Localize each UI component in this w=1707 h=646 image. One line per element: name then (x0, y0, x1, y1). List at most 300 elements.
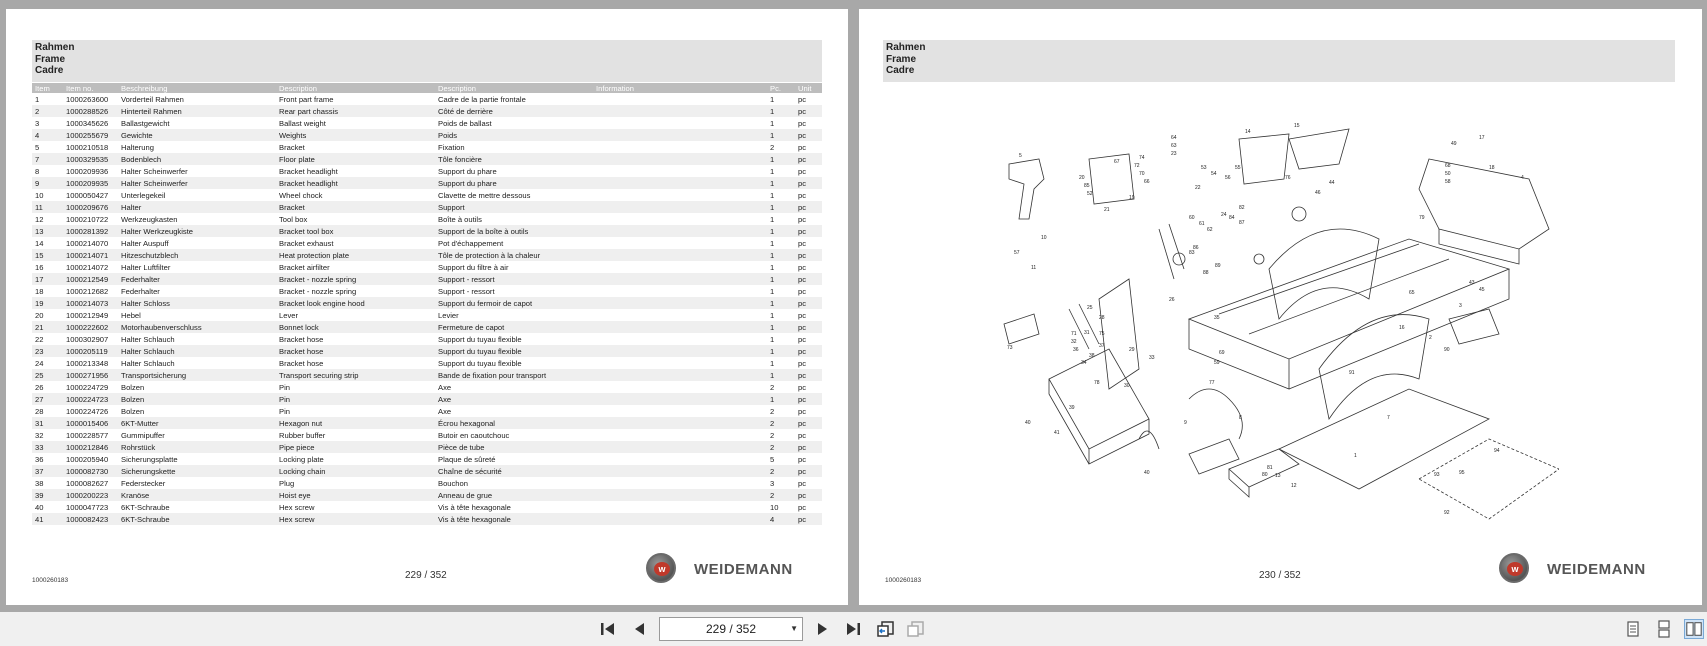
cell-description-en: Bonnet lock (276, 321, 435, 333)
col-header-item-no: Item no. (63, 83, 118, 93)
table-row (32, 357, 822, 369)
cell-item: 17 (32, 273, 63, 285)
svg-text:93: 93 (1434, 472, 1440, 478)
cell-item: 41 (32, 513, 63, 525)
cell-item-no: 1000082627 (66, 478, 109, 488)
cell-item: 24 (35, 358, 44, 368)
cell-information (593, 501, 767, 513)
svg-text:56: 56 (1225, 175, 1231, 181)
cell-beschreibung: Halter Luftfilter (121, 262, 171, 272)
forward-view-icon[interactable] (906, 619, 926, 639)
svg-text:28: 28 (1099, 315, 1105, 321)
cell-description-en: Rubber buffer (279, 430, 326, 440)
cell-beschreibung: Transportsicherung (118, 369, 276, 381)
cell-information (593, 441, 767, 453)
cell-description-fr: Axe (438, 406, 452, 416)
cell-item-no: 1000263600 (66, 94, 109, 104)
cell-item: 12 (35, 214, 44, 224)
svg-text:17: 17 (1479, 135, 1485, 141)
title-fr: Cadre (35, 65, 64, 76)
cell-pc: 4 (767, 513, 795, 525)
cell-item: 3 (35, 118, 40, 128)
cell-unit: pc (798, 94, 807, 104)
first-page-icon[interactable] (598, 619, 618, 639)
cell-unit: pc (795, 441, 822, 453)
title-en: Frame (35, 53, 66, 65)
document-page-left (6, 9, 848, 605)
svg-text:77: 77 (1209, 380, 1215, 386)
cell-pc: 1 (770, 118, 775, 128)
cell-item: 32 (35, 430, 44, 440)
cell-beschreibung: Halter Werkzeugkiste (118, 225, 276, 237)
cell-description-en: Plug (279, 478, 295, 488)
cell-description-fr: Pot d'échappement (438, 238, 504, 248)
cell-description-fr: Support du tuyau flexible (438, 334, 522, 344)
cell-information (593, 357, 767, 369)
cell-item-no: 1000050427 (66, 190, 109, 200)
svg-text:18: 18 (1489, 165, 1495, 171)
cell-item-no: 1000212846 (63, 441, 118, 453)
cell-description-fr: Axe (438, 382, 452, 392)
col-header-pc: Pc. (767, 83, 795, 93)
svg-text:73: 73 (1007, 345, 1013, 351)
cell-information (593, 345, 767, 357)
cell-description-fr: Vis à tête hexagonale (435, 513, 593, 525)
svg-text:19: 19 (1129, 195, 1135, 201)
cell-pc: 2 (767, 441, 795, 453)
cell-item: 21 (32, 321, 63, 333)
cell-description-en: Heat protection plate (276, 249, 435, 261)
cell-description-fr: Boîte à outils (438, 214, 482, 224)
svg-text:44: 44 (1329, 180, 1335, 186)
cell-description-fr: Clavette de mettre dessous (438, 190, 531, 200)
svg-text:45: 45 (1479, 287, 1485, 293)
title-de: Rahmen (35, 42, 75, 53)
table-row (32, 93, 822, 105)
cell-description-en: Bracket airfilter (279, 262, 330, 272)
table-row (32, 117, 822, 129)
svg-text:50: 50 (1445, 171, 1451, 177)
cell-unit: pc (798, 166, 807, 176)
table-row (32, 105, 822, 117)
cell-item-no: 1000205940 (66, 454, 109, 464)
cell-beschreibung: Halter Scheinwerfer (118, 177, 276, 189)
cell-unit: pc (795, 465, 822, 477)
cell-pc: 1 (767, 129, 795, 141)
cell-pc: 2 (770, 406, 775, 416)
table-row (32, 225, 822, 237)
cell-item: 13 (32, 225, 63, 237)
cell-beschreibung: Halter Schlauch (121, 358, 175, 368)
cell-item-no: 1000214072 (66, 262, 109, 272)
cell-beschreibung: Halter Auspuff (121, 238, 169, 248)
cell-item-no: 1000212549 (63, 273, 118, 285)
svg-text:7: 7 (1387, 415, 1390, 421)
cell-beschreibung: Hebel (121, 310, 141, 320)
table-row (32, 177, 822, 189)
svg-text:84: 84 (1229, 215, 1235, 221)
cell-information (593, 189, 767, 201)
col-header-description-en: Description (276, 83, 435, 93)
cell-unit: pc (798, 214, 807, 224)
svg-text:66: 66 (1144, 179, 1150, 185)
table-row (32, 309, 822, 321)
cell-pc: 1 (767, 369, 795, 381)
cell-beschreibung: Bolzen (118, 393, 276, 405)
cell-description-en: Pin (279, 406, 290, 416)
cell-unit: pc (795, 273, 822, 285)
svg-text:89: 89 (1215, 263, 1221, 269)
svg-text:80: 80 (1262, 472, 1268, 478)
cell-information (593, 321, 767, 333)
col-header-unit: Unit (795, 83, 822, 93)
cell-unit: pc (798, 430, 807, 440)
cell-pc: 1 (770, 94, 775, 104)
cell-item-no: 1000224729 (66, 382, 109, 392)
cell-description-fr: Support du tuyau flexible (435, 345, 593, 357)
cell-description-en: Pin (279, 382, 290, 392)
cell-information (593, 105, 767, 117)
cell-description-en: Floor plate (276, 153, 435, 165)
cell-beschreibung: Rohrstück (118, 441, 276, 453)
cell-item-no: 1000222602 (63, 321, 118, 333)
cell-information (593, 201, 767, 213)
cell-description-en: Bracket headlight (276, 177, 435, 189)
cell-item-no: 1000205119 (63, 345, 118, 357)
cell-unit: pc (795, 513, 822, 525)
cell-item: 36 (35, 454, 44, 464)
cell-description-en: Bracket (279, 142, 305, 152)
cell-information (593, 477, 767, 489)
cell-beschreibung: Kranöse (118, 489, 276, 501)
cell-beschreibung: Bolzen (121, 406, 145, 416)
cell-information (593, 405, 767, 417)
table-header-row (32, 83, 822, 93)
cell-item: 10 (35, 190, 44, 200)
cell-unit: pc (795, 297, 822, 309)
cell-description-en: Locking plate (279, 454, 324, 464)
cell-description-en: Wheel chock (279, 190, 323, 200)
svg-text:46: 46 (1315, 190, 1321, 196)
cell-item: 28 (35, 406, 44, 416)
svg-text:35: 35 (1214, 315, 1220, 321)
cell-item: 38 (35, 478, 44, 488)
cell-unit: pc (795, 201, 822, 213)
cell-description-en: Bracket hose (279, 334, 324, 344)
svg-text:82: 82 (1239, 205, 1245, 211)
svg-text:86: 86 (1193, 245, 1199, 251)
cell-unit: pc (795, 177, 822, 189)
table-row (32, 477, 822, 489)
cell-item-no: 1000015406 (63, 417, 118, 429)
cell-pc: 2 (770, 382, 775, 392)
cell-description-fr: Support du filtre à air (438, 262, 509, 272)
cell-information (593, 429, 767, 441)
cell-pc: 1 (767, 201, 795, 213)
cell-unit: pc (795, 489, 822, 501)
cell-unit: pc (798, 118, 807, 128)
cell-unit: pc (798, 454, 807, 464)
cell-description-fr: Butoir en caoutchouc (438, 430, 510, 440)
document-id: 1000260183 (885, 577, 922, 584)
cell-description-en: Front part frame (279, 94, 334, 104)
cell-pc: 1 (770, 190, 775, 200)
cell-unit: pc (798, 190, 807, 200)
table-row (32, 141, 822, 153)
cell-item: 14 (35, 238, 44, 248)
cell-item: 9 (32, 177, 63, 189)
table-row (32, 405, 822, 417)
cell-item: 40 (35, 502, 44, 512)
cell-unit: pc (795, 105, 822, 117)
cell-pc: 1 (767, 297, 795, 309)
table-row (32, 261, 822, 273)
svg-text:39: 39 (1069, 405, 1075, 411)
cell-information (593, 453, 767, 465)
svg-text:13: 13 (1275, 473, 1281, 479)
cell-beschreibung: 6KT-Schraube (118, 513, 276, 525)
cell-pc: 1 (767, 249, 795, 261)
svg-text:10: 10 (1041, 235, 1047, 241)
cell-beschreibung: Motorhaubenverschluss (118, 321, 276, 333)
cell-item-no: 1000209936 (66, 166, 109, 176)
cell-beschreibung: Halter Schloss (118, 297, 276, 309)
svg-text:91: 91 (1349, 370, 1355, 376)
cell-unit: pc (798, 478, 807, 488)
svg-text:63: 63 (1171, 143, 1177, 149)
cell-item-no: 1000281392 (63, 225, 118, 237)
cell-pc: 2 (767, 489, 795, 501)
cell-information (593, 333, 767, 345)
weidemann-emblem-icon: w (1499, 553, 1529, 583)
cell-description-fr: Bouchon (438, 478, 468, 488)
cell-description-fr: Pièce de tube (435, 441, 593, 453)
cell-description-fr: Anneau de grue (435, 489, 593, 501)
cell-item-no: 1000302907 (66, 334, 109, 344)
svg-text:68: 68 (1445, 163, 1451, 169)
svg-text:92: 92 (1444, 510, 1450, 516)
cell-description-fr: Fermeture de capot (435, 321, 593, 333)
cell-unit: pc (795, 393, 822, 405)
svg-text:16: 16 (1399, 325, 1405, 331)
cell-pc: 1 (770, 238, 775, 248)
last-page-icon[interactable] (843, 619, 863, 639)
page-number-value: 229 / 352 (705, 622, 757, 636)
cell-beschreibung: Halter Schlauch (118, 345, 276, 357)
cell-pc: 3 (770, 478, 775, 488)
continuous-view-icon[interactable] (1654, 619, 1674, 639)
title-en: Frame (886, 53, 917, 65)
cell-item-no: 1000200223 (63, 489, 118, 501)
logo-wordmark: WEIDEMANN (1547, 561, 1646, 578)
cell-description-en: Bracket look engine hood (276, 297, 435, 309)
cell-item: 7 (32, 153, 63, 165)
svg-text:58: 58 (1445, 179, 1451, 185)
weidemann-logo (644, 552, 834, 588)
logo-wordmark: WEIDEMANN (694, 561, 793, 578)
svg-text:49: 49 (1451, 141, 1457, 147)
prev-page-icon[interactable] (630, 619, 650, 639)
table-row (32, 201, 822, 213)
svg-text:40: 40 (1144, 470, 1150, 476)
cell-item-no: 1000255679 (63, 129, 118, 141)
cell-beschreibung: Bolzen (121, 382, 145, 392)
table-row (32, 273, 822, 285)
cell-pc: 1 (770, 214, 775, 224)
cell-description-fr: Support - ressort (435, 273, 593, 285)
cell-information (593, 117, 767, 129)
cell-information (593, 297, 767, 309)
col-header-item: Item (32, 83, 63, 93)
cell-item: 33 (32, 441, 63, 453)
document-page-right (859, 9, 1702, 605)
single-page-view-icon[interactable] (1623, 619, 1643, 639)
svg-text:60: 60 (1189, 215, 1195, 221)
svg-text:15: 15 (1294, 123, 1300, 129)
cell-description-fr: Vis à tête hexagonale (438, 502, 511, 512)
cell-information (593, 213, 767, 225)
cell-description-en: Transport securing strip (276, 369, 435, 381)
cell-description-en: Bracket hose (276, 345, 435, 357)
cell-description-fr: Côté de derrière (435, 105, 593, 117)
svg-text:9: 9 (1184, 420, 1187, 426)
cell-beschreibung: Halter Schlauch (121, 334, 175, 344)
back-view-icon[interactable] (876, 619, 896, 639)
cell-item-no: 1000224723 (63, 393, 118, 405)
cell-item-no: 1000209935 (63, 177, 118, 189)
cell-information (593, 393, 767, 405)
exploded-frame-drawing (989, 119, 1559, 539)
cell-information (593, 153, 767, 165)
svg-text:64: 64 (1171, 135, 1177, 141)
parts-table-body (32, 93, 822, 525)
svg-text:78: 78 (1094, 380, 1100, 386)
svg-text:3: 3 (1459, 303, 1462, 309)
table-row (32, 333, 822, 345)
cell-item-no: 1000212682 (66, 286, 109, 296)
cell-unit: pc (798, 142, 807, 152)
cell-item: 19 (32, 297, 63, 309)
cell-beschreibung: Hinterteil Rahmen (118, 105, 276, 117)
cell-beschreibung: Gewichte (118, 129, 276, 141)
cell-item: 25 (32, 369, 63, 381)
cell-item: 20 (35, 310, 44, 320)
page-number-input[interactable] (659, 617, 803, 641)
cell-description-en: Pipe piece (276, 441, 435, 453)
cell-unit: pc (798, 358, 807, 368)
table-row (32, 501, 822, 513)
svg-text:23: 23 (1171, 151, 1177, 157)
svg-text:5: 5 (1019, 153, 1022, 159)
table-row (32, 213, 822, 225)
svg-text:25: 25 (1087, 305, 1093, 311)
svg-text:52: 52 (1087, 191, 1093, 197)
cell-beschreibung: Bodenblech (118, 153, 276, 165)
table-row (32, 297, 822, 309)
cell-beschreibung: Federhalter (121, 286, 160, 296)
cell-item-no: 1000228577 (66, 430, 109, 440)
cell-pc: 1 (767, 273, 795, 285)
svg-text:26: 26 (1169, 297, 1175, 303)
cell-description-en: Tool box (279, 214, 308, 224)
cell-description-en: Bracket - nozzle spring (279, 286, 357, 296)
cell-unit: pc (798, 310, 807, 320)
cell-item: 4 (32, 129, 63, 141)
cell-pc: 1 (770, 166, 775, 176)
cell-pc: 2 (767, 417, 795, 429)
cell-item: 2 (32, 105, 63, 117)
svg-text:29: 29 (1129, 347, 1135, 353)
cell-item-no: 1000345626 (66, 118, 109, 128)
cell-pc: 1 (767, 321, 795, 333)
svg-text:34: 34 (1081, 360, 1087, 366)
svg-text:24: 24 (1221, 212, 1227, 218)
svg-text:74: 74 (1139, 155, 1145, 161)
cell-description-fr: Cadre de la partie frontale (438, 94, 526, 104)
table-row (32, 153, 822, 165)
cell-beschreibung: Federstecker (121, 478, 166, 488)
cell-item: 16 (35, 262, 44, 272)
svg-text:65: 65 (1409, 290, 1415, 296)
svg-text:53: 53 (1201, 165, 1207, 171)
cell-beschreibung: Ballastgewicht (121, 118, 170, 128)
cell-item: 37 (32, 465, 63, 477)
cell-information (593, 249, 767, 261)
cell-description-fr: Chaîne de sécurité (435, 465, 593, 477)
cell-unit: pc (798, 334, 807, 344)
cell-item-no: 1000082423 (63, 513, 118, 525)
svg-text:90: 90 (1444, 347, 1450, 353)
cell-unit: pc (795, 417, 822, 429)
cell-item-no: 1000224726 (66, 406, 109, 416)
cell-item-no: 1000271956 (63, 369, 118, 381)
cell-item-no: 1000214071 (63, 249, 118, 261)
svg-text:37: 37 (1099, 343, 1105, 349)
cell-description-fr: Support du phare (438, 166, 497, 176)
cell-item-no: 1000214073 (63, 297, 118, 309)
cell-beschreibung: Werkzeugkasten (121, 214, 178, 224)
svg-text:20: 20 (1079, 175, 1085, 181)
cell-item: 1 (35, 94, 40, 104)
cell-description-en: Weights (276, 129, 435, 141)
cell-item-no: 1000082730 (63, 465, 118, 477)
svg-text:4: 4 (1521, 175, 1524, 181)
svg-text:83: 83 (1189, 250, 1195, 256)
svg-text:87: 87 (1239, 220, 1245, 226)
cell-description-fr: Plaque de sûreté (438, 454, 496, 464)
cell-information (593, 285, 767, 297)
cell-information (593, 273, 767, 285)
table-row (32, 441, 822, 453)
cell-pc: 5 (770, 454, 775, 464)
cell-description-fr: Bande de fixation pour transport (435, 369, 593, 381)
facing-pages-view-icon[interactable] (1684, 619, 1704, 639)
chevron-down-icon[interactable]: ▼ (790, 624, 798, 633)
cell-item: 31 (32, 417, 63, 429)
cell-information (593, 261, 767, 273)
svg-text:1: 1 (1354, 453, 1357, 459)
svg-text:2: 2 (1429, 335, 1432, 341)
cell-item: 27 (32, 393, 63, 405)
next-page-icon[interactable] (812, 619, 832, 639)
table-row (32, 393, 822, 405)
svg-text:69: 69 (1219, 350, 1225, 356)
cell-description-en: Lever (279, 310, 298, 320)
cell-description-fr: Écrou hexagonal (435, 417, 593, 429)
cell-item-no: 1000212949 (66, 310, 109, 320)
weidemann-logo (1497, 552, 1687, 588)
title-fr: Cadre (886, 65, 915, 76)
